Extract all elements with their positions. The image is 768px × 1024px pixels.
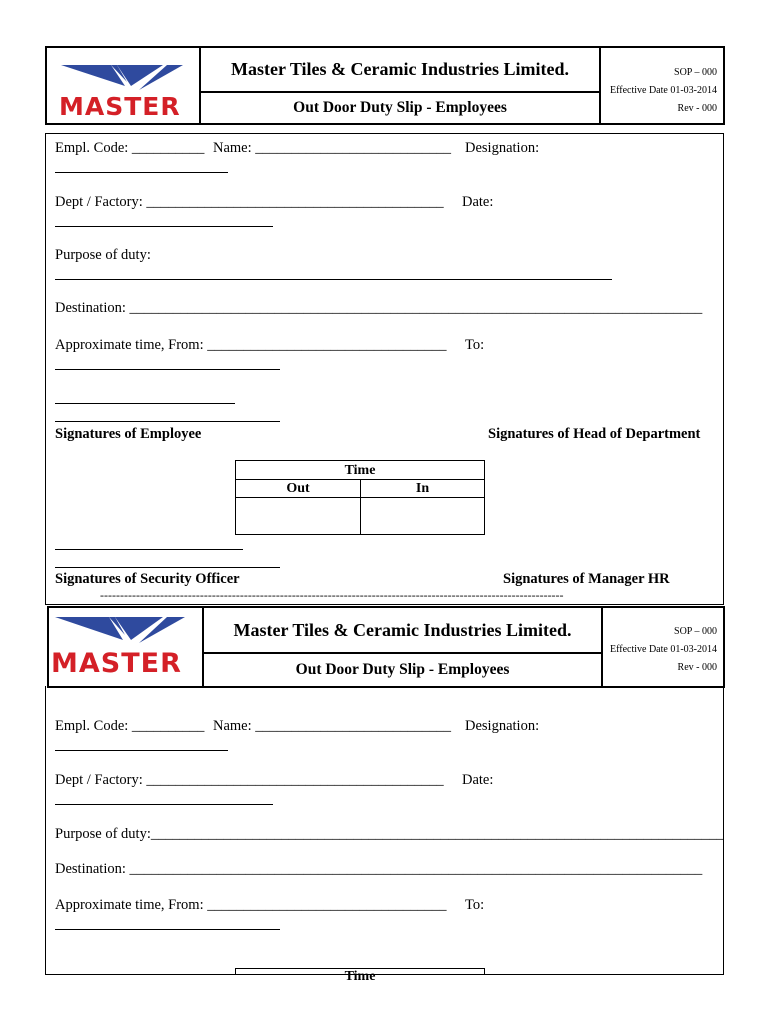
to-line[interactable] bbox=[55, 929, 280, 930]
company-name: Master Tiles & Ceramic Industries Limited. bbox=[204, 608, 601, 654]
purpose-label: Purpose of duty:_______________________________________________________________________________ bbox=[55, 826, 724, 842]
time-header: Time bbox=[235, 460, 485, 480]
name-label: Name: ___________________________ bbox=[213, 140, 452, 156]
time-table-1 bbox=[235, 460, 485, 535]
time-table-2 bbox=[235, 968, 485, 1008]
signature-line-employee-a[interactable] bbox=[55, 403, 235, 404]
time-header-label: Time bbox=[344, 969, 376, 984]
date-line[interactable] bbox=[55, 226, 273, 227]
master-logo-icon bbox=[49, 613, 202, 653]
to-label: To: bbox=[465, 337, 485, 353]
logo-text: MASTER bbox=[51, 648, 182, 679]
empl-code-label: Empl. Code: __________ bbox=[55, 718, 205, 734]
revision: Rev - 000 bbox=[677, 103, 717, 114]
designation-label: Designation: bbox=[465, 718, 540, 734]
signature-line-employee-b[interactable] bbox=[55, 421, 280, 422]
signature-security: Signatures of Security Officer bbox=[55, 571, 240, 587]
signature-head: Signatures of Head of Department bbox=[488, 426, 701, 442]
logo-cell bbox=[47, 48, 201, 123]
title-cell bbox=[201, 48, 601, 123]
date-label: Date: bbox=[462, 194, 494, 210]
destination-label: Destination: _______________________________________________________________________________ bbox=[55, 861, 703, 877]
revision: Rev - 000 bbox=[677, 662, 717, 673]
dept-label: Dept / Factory: _________________________________________ bbox=[55, 194, 444, 210]
form-title: Out Door Duty Slip - Employees bbox=[295, 661, 510, 678]
dept-label: Dept / Factory: _________________________________________ bbox=[55, 772, 444, 788]
signature-employee: Signatures of Employee bbox=[55, 426, 202, 442]
purpose-label: Purpose of duty: bbox=[55, 247, 151, 263]
destination-label: Destination: _______________________________________________________________________________ bbox=[55, 300, 703, 316]
doc-meta bbox=[603, 608, 723, 686]
title-cell bbox=[204, 608, 603, 686]
cut-separator: -------------------------------------------------------------------------------------------------------------------- bbox=[100, 588, 564, 602]
form-header-1 bbox=[45, 46, 725, 125]
logo-text: MASTER bbox=[59, 92, 181, 121]
effective-date: Effective Date 01-03-2014 bbox=[610, 85, 717, 96]
time-out-header: Out bbox=[235, 479, 361, 498]
designation-label: Designation: bbox=[465, 140, 540, 156]
designation-line[interactable] bbox=[55, 750, 228, 751]
signature-line-security-a[interactable] bbox=[55, 549, 243, 550]
effective-date: Effective Date 01-03-2014 bbox=[610, 644, 717, 655]
time-in-cell[interactable] bbox=[360, 497, 485, 535]
time-out-cell[interactable] bbox=[235, 497, 361, 535]
sop-number: SOP – 000 bbox=[674, 626, 717, 637]
signature-line-security-b[interactable] bbox=[55, 567, 280, 568]
company-name: Master Tiles & Ceramic Industries Limited. bbox=[201, 48, 599, 93]
approx-time-label: Approximate time, From: _________________________________ bbox=[55, 897, 447, 913]
form-title: Out Door Duty Slip - Employees bbox=[293, 99, 507, 116]
designation-line[interactable] bbox=[55, 172, 228, 173]
purpose-line[interactable] bbox=[55, 279, 612, 280]
empl-code-label: Empl. Code: __________ bbox=[55, 140, 205, 156]
date-label: Date: bbox=[462, 772, 494, 788]
to-label: To: bbox=[465, 897, 485, 913]
name-label: Name: ___________________________ bbox=[213, 718, 452, 734]
logo-cell bbox=[49, 608, 204, 686]
time-in-header: In bbox=[360, 479, 485, 498]
approx-time-label: Approximate time, From: _________________________________ bbox=[55, 337, 447, 353]
sop-number: SOP – 000 bbox=[674, 67, 717, 78]
form-header-2 bbox=[47, 606, 725, 688]
date-line[interactable] bbox=[55, 804, 273, 805]
to-line[interactable] bbox=[55, 369, 280, 370]
signature-manager-hr: Signatures of Manager HR bbox=[503, 571, 670, 587]
doc-meta bbox=[603, 48, 723, 123]
